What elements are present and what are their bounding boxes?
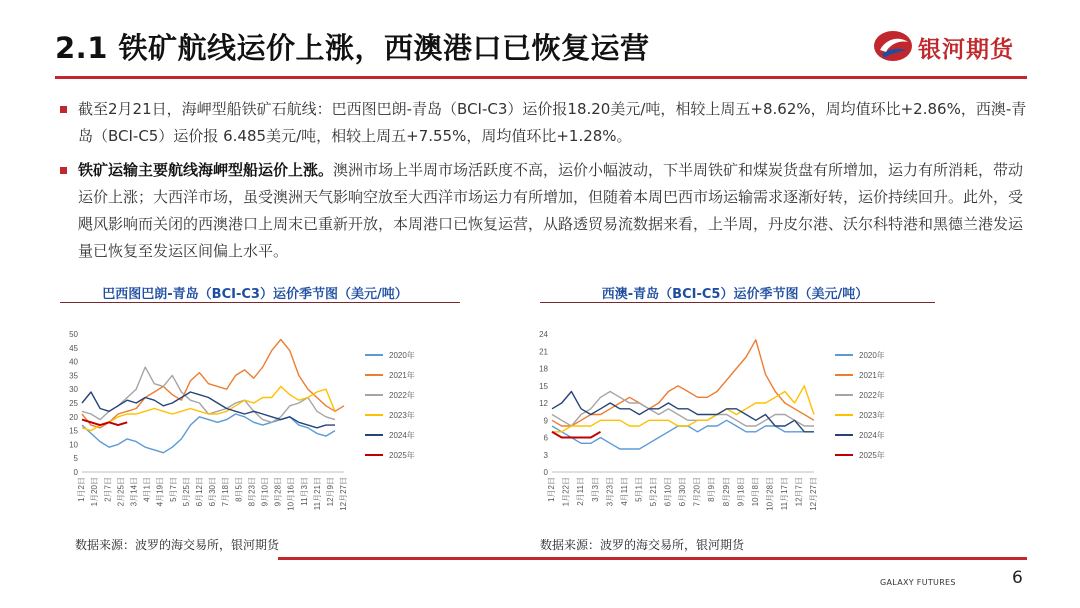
series-line-2020年 xyxy=(82,414,335,453)
y-tick-label: 45 xyxy=(69,343,78,353)
title-divider xyxy=(55,76,1027,79)
x-tick-label: 10月28日 xyxy=(765,477,775,511)
x-tick-label: 5月21日 xyxy=(648,477,658,507)
bullet-marker xyxy=(60,167,67,174)
y-tick-label: 0 xyxy=(543,468,548,477)
legend-label: 2023年 xyxy=(389,411,415,420)
legend-label: 2020年 xyxy=(389,351,415,360)
y-tick-label: 20 xyxy=(69,412,78,422)
bullet-list xyxy=(60,96,1028,272)
x-tick-label: 2月7日 xyxy=(103,477,113,502)
chart-c5-seasonal xyxy=(530,322,935,527)
y-tick-label: 5 xyxy=(73,454,78,464)
series-line-2025年 xyxy=(552,432,601,438)
y-tick-label: 21 xyxy=(539,347,548,357)
data-source-note: 数据来源：波罗的海交易所，银河期货 xyxy=(540,538,745,552)
bullet-item xyxy=(60,157,1028,265)
x-tick-label: 11月17日 xyxy=(779,477,789,511)
x-tick-label: 1月2日 xyxy=(547,477,557,502)
x-tick-label: 1月20日 xyxy=(90,477,100,507)
galaxy-logo-icon xyxy=(872,28,914,64)
x-tick-label: 8月5日 xyxy=(234,477,244,502)
legend-label: 2021年 xyxy=(389,371,415,380)
series-line-2025年 xyxy=(82,420,127,426)
bullet-bold: 铁矿运输主要航线海岬型船运价上涨。 xyxy=(78,161,334,179)
x-tick-label: 11月3日 xyxy=(299,477,309,506)
legend-label: 2025年 xyxy=(859,451,885,460)
data-source-note: 数据来源：波罗的海交易所，银河期货 xyxy=(75,538,280,552)
y-tick-label: 30 xyxy=(69,385,78,395)
y-tick-label: 24 xyxy=(539,330,548,339)
y-tick-label: 0 xyxy=(73,468,78,477)
series-line-2021年 xyxy=(552,340,814,426)
x-tick-label: 2月25日 xyxy=(116,477,126,507)
series-line-2020年 xyxy=(552,420,804,449)
chart-title-underline xyxy=(540,302,935,303)
x-tick-label: 5月1日 xyxy=(634,477,644,502)
bullet-text: 截至2月21日，海岬型船铁矿石航线：巴西图巴朗-青岛（BCI-C3）运价报18.20美元/吨，相较上周五+8.62%，周均值环比+2.86%，西澳-青岛（BCI-C5）运价报 6.485美元/吨，相较上周五+7.55%，周均值环比+1.28%。 xyxy=(78,100,1027,145)
y-tick-label: 18 xyxy=(539,364,548,374)
x-tick-label: 8月9日 xyxy=(707,477,717,502)
x-tick-label: 6月12日 xyxy=(195,477,205,507)
legend-label: 2024年 xyxy=(859,431,885,440)
y-tick-label: 6 xyxy=(543,433,548,443)
x-tick-label: 5月7日 xyxy=(168,477,178,502)
x-tick-label: 6月10日 xyxy=(663,477,673,507)
x-tick-label: 7月18日 xyxy=(221,477,231,507)
x-tick-label: 6月30日 xyxy=(208,477,218,507)
x-tick-label: 12月27日 xyxy=(339,477,349,511)
y-tick-label: 12 xyxy=(539,399,548,408)
x-tick-label: 7月20日 xyxy=(692,477,702,507)
chart-c3-seasonal xyxy=(60,322,465,527)
y-tick-label: 40 xyxy=(69,357,78,367)
slide-title: 2.1 铁矿航线运价上涨，西澳港口已恢复运营 xyxy=(55,31,650,65)
logo-text: 银河期货 xyxy=(918,37,1014,63)
y-tick-label: 10 xyxy=(69,440,78,450)
legend-label: 2022年 xyxy=(389,391,415,400)
x-tick-label: 3月3日 xyxy=(590,477,600,502)
x-tick-label: 4月11日 xyxy=(619,477,629,506)
company-logo xyxy=(872,28,1022,68)
x-tick-label: 10月16日 xyxy=(286,477,296,511)
x-tick-label: 3月23日 xyxy=(605,477,615,507)
chart-title-underline xyxy=(60,302,460,303)
x-tick-label: 6月30日 xyxy=(678,477,688,507)
x-tick-label: 4月1日 xyxy=(142,477,152,502)
y-tick-label: 35 xyxy=(69,371,78,381)
x-tick-label: 9月28日 xyxy=(273,477,283,507)
legend-label: 2025年 xyxy=(389,451,415,460)
x-tick-label: 1月22日 xyxy=(561,477,571,507)
chart-title-c5: 西澳-青岛（BCI-C5）运价季节图（美元/吨） xyxy=(601,287,869,302)
legend-label: 2021年 xyxy=(859,371,885,380)
x-tick-label: 8月23日 xyxy=(247,477,257,507)
x-tick-label: 11月21日 xyxy=(312,477,322,511)
bullet-text: 澳洲市场上半周市场活跃度不高，运价小幅波动，下半周铁矿和煤炭货盘有所增加，运力有所消耗，带动运价上涨；大西洋市场，虽受澳洲天气影响空放至大西洋市场运力有所增加，但随着本周巴西市场运输需求逐渐好转，运价持续回升。此外，受飓风影响而关闭的西澳港口上周末已重新开放，本周港口已恢复运营，从路透贸易流数据来看，上半周，丹皮尔港、沃尔科特港和黑德兰港发运量已恢复至发运区间偏上水平。 xyxy=(78,161,1024,260)
series-line-2024年 xyxy=(82,392,335,428)
legend-label: 2020年 xyxy=(859,351,885,360)
x-tick-label: 12月7日 xyxy=(794,477,804,507)
x-tick-label: 3月14日 xyxy=(129,477,139,507)
x-tick-label: 12月27日 xyxy=(809,477,819,511)
y-tick-label: 15 xyxy=(69,426,78,436)
x-tick-label: 12月9日 xyxy=(326,477,336,507)
x-tick-label: 2月11日 xyxy=(576,477,586,506)
legend-label: 2022年 xyxy=(859,391,885,400)
y-tick-label: 3 xyxy=(543,450,548,460)
legend-label: 2023年 xyxy=(859,411,885,420)
x-tick-label: 8月29日 xyxy=(721,477,731,507)
y-tick-label: 25 xyxy=(69,399,78,408)
chart-title-c3: 巴西图巴朗-青岛（BCI-C3）运价季节图（美元/吨） xyxy=(102,287,408,302)
footer-brand: GALAXY FUTURES xyxy=(880,578,956,587)
x-tick-label: 4月19日 xyxy=(155,477,165,507)
page-number: 6 xyxy=(1012,568,1023,588)
legend-label: 2024年 xyxy=(389,431,415,440)
y-tick-label: 50 xyxy=(69,330,78,339)
y-tick-label: 15 xyxy=(539,381,548,391)
x-tick-label: 9月18日 xyxy=(736,477,746,507)
y-tick-label: 9 xyxy=(543,416,548,426)
x-tick-label: 5月25日 xyxy=(181,477,191,507)
x-tick-label: 1月2日 xyxy=(77,477,87,502)
bullet-item xyxy=(60,96,1028,150)
x-tick-label: 9月10日 xyxy=(260,477,270,507)
footer-bar xyxy=(278,557,1027,560)
x-tick-label: 10月8日 xyxy=(750,477,760,507)
bullet-marker xyxy=(60,106,67,113)
